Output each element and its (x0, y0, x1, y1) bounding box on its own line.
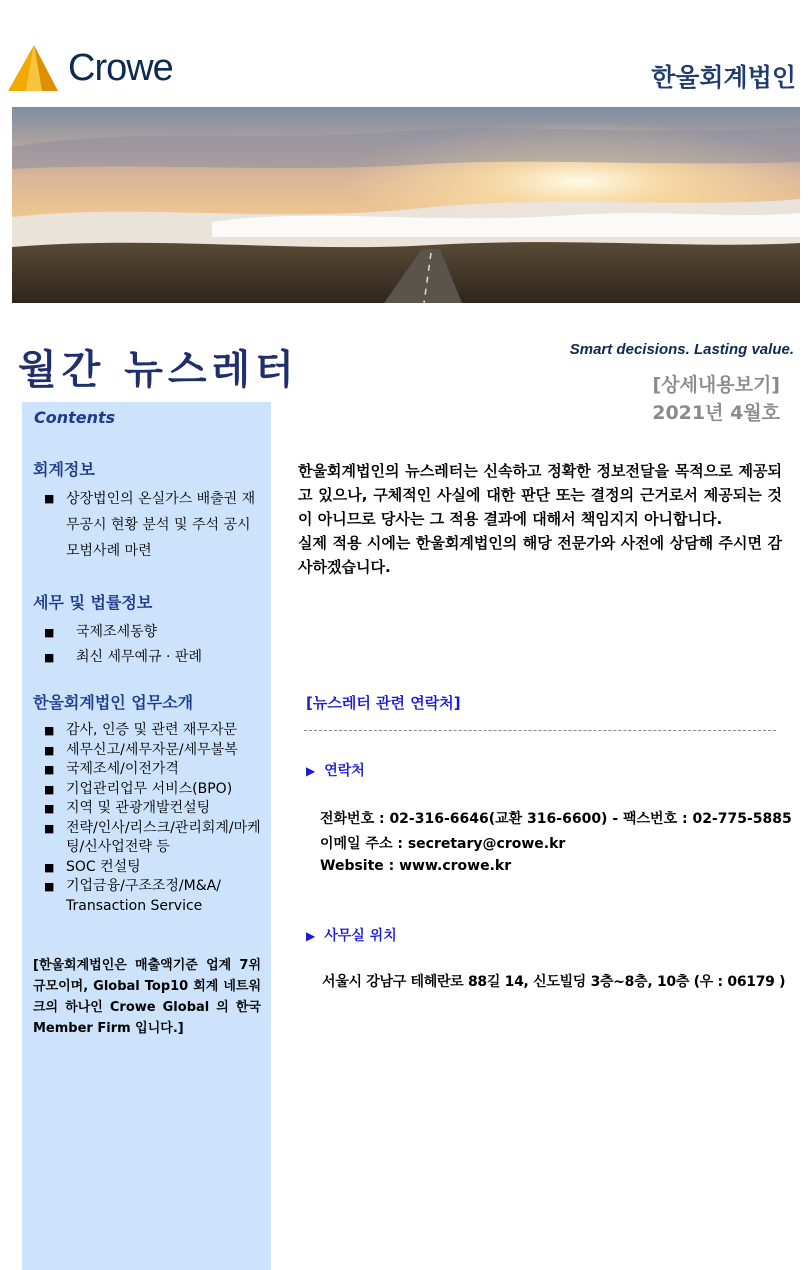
accounting-list (44, 486, 259, 564)
list-item: ■ 감사, 인증 및 관련 재무자문 (44, 721, 262, 741)
contact-subtitle (306, 760, 365, 780)
triangle-arrow-icon: ▶ (306, 929, 316, 943)
crowe-logo (8, 42, 173, 94)
section-title-services[interactable]: 한울회계법인 업무소개 (33, 693, 194, 712)
services-list (44, 721, 262, 916)
list-item[interactable]: ■ 국제조세동향 (44, 620, 202, 645)
disclaimer-paragraph: 실제 적용 시에는 한울회계법인의 해당 전문가와 사전에 상담해 주시면 감사하겠습니다. (298, 534, 782, 576)
disclaimer (298, 459, 782, 579)
list-item: ■ 기업금융/구조조정/M&A/ Transaction Service (44, 877, 262, 916)
tax-legal-list (44, 620, 202, 670)
website-line[interactable]: Website : www.crowe.kr (320, 858, 512, 874)
section-title-accounting[interactable]: 회계정보 (33, 460, 95, 479)
tagline: Smart decisions. Lasting value. (569, 341, 794, 358)
list-item: ■ 세무신고/세무자문/세무불복 (44, 741, 262, 761)
contents-sidebar (22, 402, 271, 1270)
hero-image (12, 107, 800, 303)
email-line[interactable]: 이메일 주소 : secretary@crowe.kr (320, 836, 566, 852)
list-item: ■ 전략/인사/리스크/관리회계/마케팅/신사업전략 등 (44, 819, 262, 858)
crowe-logo-icon (8, 43, 60, 93)
issue-date: 2021년 4월호 (652, 402, 780, 424)
triangle-arrow-icon: ▶ (306, 764, 316, 778)
firm-intro-note: [한울회계법인은 매출액기준 업계 7위 규모이며, Global Top10 회계 네트워크의 하나인 Crowe Global 의 한국 Member Firm 입니다.] (33, 958, 261, 1036)
newsletter-title: 월간 뉴스레터 (18, 347, 299, 393)
office-subtitle (306, 925, 397, 945)
list-item: ■ 지역 및 관광개발컨설팅 (44, 799, 262, 819)
section-title-tax-legal[interactable]: 세무 및 법률정보 (33, 593, 153, 612)
office-address: 서울시 강남구 테헤란로 88길 14, 신도빌딩 3층~8층, 10층 (우 : 06179 ) (322, 974, 786, 990)
list-item[interactable]: ■ 상장법인의 온실가스 배출권 재무공시 현황 분석 및 주석 공시 모범사례 마련 (44, 486, 259, 564)
firm-name: 한울회계법인 (651, 63, 796, 92)
list-item: ■ 기업관리업무 서비스(BPO) (44, 780, 262, 800)
contact-subtitle-label: 연락처 (324, 763, 365, 779)
divider (304, 730, 776, 731)
detail-link[interactable]: [상세내용보기] (652, 374, 780, 396)
list-item[interactable]: ■ 최신 세무예규 · 판례 (44, 645, 202, 670)
logo-text: Crowe (68, 46, 173, 89)
contact-title: [뉴스레터 관련 연락처] (306, 694, 461, 712)
phone-fax-line: 전화번호 : 02-316-6646(교환 316-6600) - 팩스번호 : 02-775-5885 (320, 811, 792, 827)
contents-title: Contents (34, 408, 116, 427)
disclaimer-paragraph: 한울회계법인의 뉴스레터는 신속하고 정확한 정보전달을 목적으로 제공되고 있으나, 구체적인 사실에 대한 판단 또는 결정의 근거로서 제공되는 것이 아니므로 당사는 그 적용 결과에 대해서 책임지지 아니합니다. (298, 462, 782, 528)
list-item: ■ SOC 컨설팅 (44, 858, 262, 878)
office-subtitle-label: 사무실 위치 (324, 928, 397, 944)
list-item: ■ 국제조세/이전가격 (44, 760, 262, 780)
